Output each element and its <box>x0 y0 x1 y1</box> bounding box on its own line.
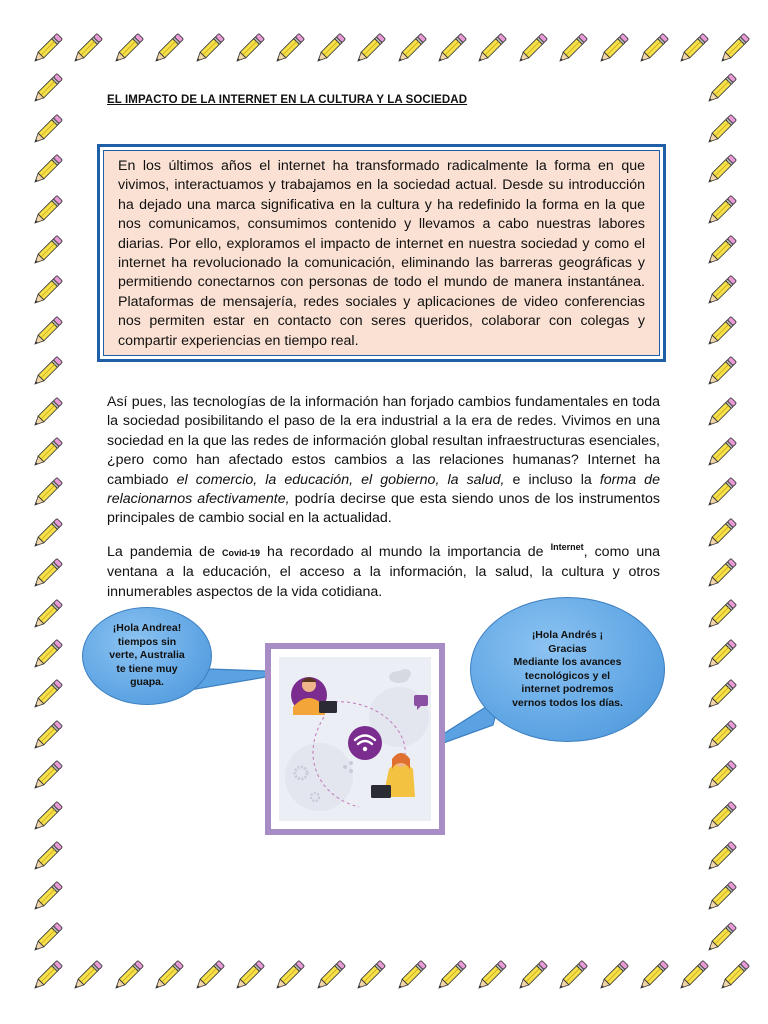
paragraph-1 <box>107 393 660 529</box>
pencil-icon <box>28 151 66 189</box>
pencil-icon <box>674 30 712 68</box>
pencil-icon <box>149 30 187 68</box>
pencil-icon <box>28 70 66 108</box>
pencil-icon <box>553 957 591 995</box>
internet-label: Internet <box>550 542 584 552</box>
pencil-icon <box>28 957 66 995</box>
pencil-icon <box>28 394 66 432</box>
pencil-icon <box>28 515 66 553</box>
pencil-icon <box>109 957 147 995</box>
speech-bubble-left-text: ¡Hola Andrea! tiempos sin verte, Australia te tiene muy guapa. <box>109 622 185 689</box>
pencil-icon <box>702 838 740 876</box>
pencil-icon <box>28 474 66 512</box>
paragraph-2-text-c: , como una ventana a la educación, el acceso a la información, la salud, la cultura y otros innumerables aspectos de la vida cotidiana. <box>107 544 660 600</box>
pencil-icon <box>230 30 268 68</box>
pencil-icon <box>28 757 66 795</box>
pencil-icon <box>28 434 66 472</box>
paragraph-1-italic-a: el comercio, la educación, el gobierno, la salud, <box>176 471 505 488</box>
pencil-icon <box>594 957 632 995</box>
wifi-icon <box>348 726 382 760</box>
pencil-icon <box>715 957 753 995</box>
paragraph-1-italic-b: forma de relacionarnos afectivamente, <box>107 471 660 508</box>
pencil-icon <box>674 957 712 995</box>
pencil-icon <box>702 70 740 108</box>
pencil-icon <box>715 30 753 68</box>
pencil-icon <box>702 878 740 916</box>
pencil-icon <box>109 30 147 68</box>
pencil-icon <box>68 957 106 995</box>
pencil-icon <box>28 30 66 68</box>
pencil-icon <box>702 434 740 472</box>
pencil-icon <box>351 30 389 68</box>
pencil-icon <box>28 596 66 634</box>
pencil-icon <box>28 232 66 270</box>
pencil-icon <box>68 30 106 68</box>
pencil-icon <box>28 111 66 149</box>
pencil-icon <box>702 515 740 553</box>
pencil-icon <box>432 957 470 995</box>
pencil-icon <box>702 313 740 351</box>
pencil-icon <box>472 30 510 68</box>
pencil-icon <box>149 957 187 995</box>
cloud-icon <box>389 669 411 683</box>
intro-box <box>97 144 666 362</box>
pencil-icon <box>702 111 740 149</box>
pencil-icon <box>553 30 591 68</box>
paragraph-1-text-a: Así pues, las tecnologías de la información han forjado cambios fundamentales en toda la sociedad posibilitando el paso de la era industrial a la era de redes. Vivimos en una sociedad en la que las redes de información global resultan infraestructuras esenciales, ¿pero como han afectado estos cambios a las relaciones humanas? Internet ha cambiado <box>107 394 660 488</box>
pencil-icon <box>513 30 551 68</box>
pencil-icon <box>28 798 66 836</box>
laptop-icon <box>319 701 337 713</box>
pencil-icon <box>392 957 430 995</box>
pencil-icon <box>190 30 228 68</box>
pencil-icon <box>28 838 66 876</box>
pencil-icon <box>28 192 66 230</box>
speech-bubble-right <box>470 597 665 742</box>
pencil-icon <box>634 30 672 68</box>
pencil-icon <box>702 151 740 189</box>
pencil-icon <box>270 30 308 68</box>
pencil-icon <box>702 394 740 432</box>
pencil-icon <box>702 636 740 674</box>
paragraph-2-text-b: ha recordado al mundo la importancia de <box>260 544 551 560</box>
pencil-icon <box>28 636 66 674</box>
pencil-icon <box>702 596 740 634</box>
pencil-icon <box>351 957 389 995</box>
pencil-icon <box>702 474 740 512</box>
pencil-icon <box>594 30 632 68</box>
pencil-icon <box>702 192 740 230</box>
intro-text: En los últimos años el internet ha transformado radicalmente la forma en que vivimos, interactuamos y trabajamos en la sociedad actual. Desde su introducción ha dejado una marca significativa en la cultura y ha redefinido la forma en la que nos comunicamos, consumimos contenido y llevamos a cabo nuestras labores diarias. Por ello, exploramos el impacto de internet en nuestra sociedad y como el internet ha revolucionado la comunicación, eliminando las barreras geográficas y permitiendo conectarnos con personas de todo el mundo de manera instantánea. Plataformas de mensajería, redes sociales y aplicaciones de video conferencias nos permiten estar en contacto con seres queridos, colaborar con colegas y compartir experiencias en tiempo real. <box>103 150 660 356</box>
pencil-icon <box>28 717 66 755</box>
pencil-icon <box>230 957 268 995</box>
pencil-icon <box>311 30 349 68</box>
pencil-icon <box>702 757 740 795</box>
paragraph-1-text-c: podría decirse que esta siendo unos de los instrumentos principales de cambio social en la actualidad. <box>107 491 660 527</box>
illustration-frame <box>265 643 445 835</box>
pencil-icon <box>513 957 551 995</box>
pencil-icon <box>702 798 740 836</box>
paragraph-2 <box>107 538 660 602</box>
pencil-icon <box>702 272 740 310</box>
page-title: EL IMPACTO DE LA INTERNET EN LA CULTURA Y LA SOCIEDAD <box>107 94 468 106</box>
pencil-icon <box>28 878 66 916</box>
pencil-icon <box>311 957 349 995</box>
pencil-icon <box>702 555 740 593</box>
illustration <box>279 657 431 821</box>
pencil-icon <box>702 717 740 755</box>
paragraph-1-text-b: e incluso la <box>504 471 600 488</box>
person-woman <box>371 753 415 798</box>
laptop-icon <box>371 785 391 798</box>
speech-bubble-right-text: ¡Hola Andrés ¡ Gracias Mediante los avances tecnológicos y el internet podremos vernos todos los días. <box>512 629 623 709</box>
pencil-icon <box>28 919 66 957</box>
pencil-icon <box>28 353 66 391</box>
pencil-icon <box>190 957 228 995</box>
pencil-icon <box>28 676 66 714</box>
pencil-icon <box>392 30 430 68</box>
pencil-icon <box>28 272 66 310</box>
pencil-icon <box>634 957 672 995</box>
pencil-icon <box>702 232 740 270</box>
pencil-icon <box>28 313 66 351</box>
pencil-icon <box>702 353 740 391</box>
pencil-icon <box>702 676 740 714</box>
person-man <box>291 677 337 715</box>
pencil-icon <box>28 555 66 593</box>
speech-bubble-left <box>82 607 212 705</box>
paragraph-2-text-a: La pandemia de <box>107 544 222 560</box>
covid-label: Covid-19 <box>222 548 261 558</box>
video-call-illustration <box>279 657 431 821</box>
pencil-icon <box>432 30 470 68</box>
pencil-icon <box>472 957 510 995</box>
pencil-icon <box>702 919 740 957</box>
pencil-icon <box>270 957 308 995</box>
